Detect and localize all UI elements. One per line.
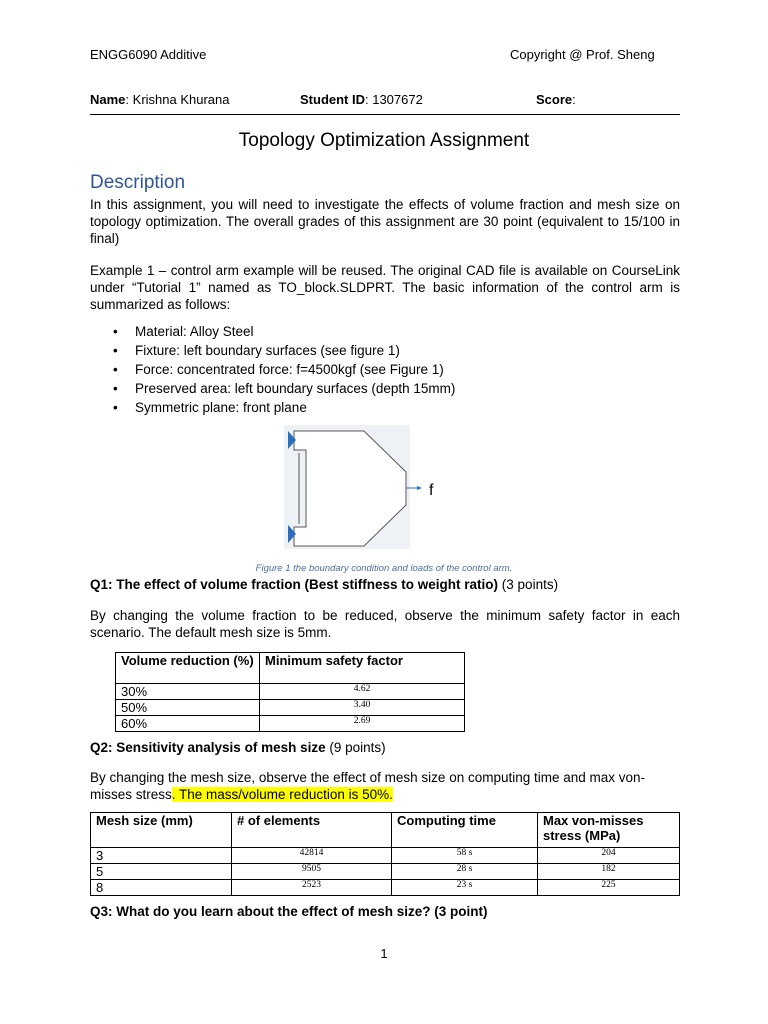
table-row <box>116 700 465 716</box>
table-cell: 28 s <box>392 864 538 880</box>
list-item: • Force: concentrated force: f=4500kgf (see Figure 1) <box>90 360 455 379</box>
control-arm-info-list <box>90 322 455 417</box>
table-cell: 50% <box>116 700 260 716</box>
table-row <box>91 864 680 880</box>
column-header: Max von-misses stress (MPa) <box>538 813 680 848</box>
table-cell: 182 <box>538 864 680 880</box>
table-row <box>116 716 465 732</box>
table-cell: 225 <box>538 880 680 896</box>
description-paragraph-1: In this assignment, you will need to investigate the effects of volume fraction and mesh size on topology optimization. The overall grades of this assignment are 30 point (equivalent to 15/100 in final) <box>90 197 680 246</box>
list-item: • Material: Alloy Steel <box>90 322 455 341</box>
score: Score: <box>536 92 576 107</box>
description-heading: Description <box>90 172 186 193</box>
q2-text: By changing the mesh size, observe the effect of mesh size on computing time and max von-misses stress. The mass/volume reduction is 50%. <box>90 770 646 802</box>
volume-fraction-table <box>115 652 465 732</box>
table-cell: 2523 <box>232 880 392 896</box>
q1-text: By changing the volume fraction to be reduced, observe the minimum safety factor in each scenario. The default mesh size is 5mm. <box>90 608 680 640</box>
q3-heading: Q3: What do you learn about the effect of mesh size? (3 point) <box>90 904 488 919</box>
control-arm-shape <box>294 431 406 546</box>
column-header: Mesh size (mm) <box>91 813 232 848</box>
control-arm-diagram <box>284 425 454 549</box>
column-header: Volume reduction (%) <box>116 653 260 684</box>
table-cell: 58 s <box>392 848 538 864</box>
table-cell: 4.62 <box>260 684 465 700</box>
header-course: ENGG6090 Additive <box>90 47 207 62</box>
student-name: Name: Krishna Khurana <box>90 92 230 107</box>
table-cell: 204 <box>538 848 680 864</box>
column-header: Minimum safety factor <box>260 653 465 684</box>
highlighted-text: . The mass/volume reduction is 50%. <box>171 787 393 802</box>
table-cell: 2.69 <box>260 716 465 732</box>
table-cell: 3 <box>91 848 232 864</box>
list-item: • Symmetric plane: front plane <box>90 398 455 417</box>
table-cell: 30% <box>116 684 260 700</box>
page-title: Topology Optimization Assignment <box>238 130 530 151</box>
table-cell: 9505 <box>232 864 392 880</box>
force-arrow-head <box>417 486 422 490</box>
table-row <box>116 684 465 700</box>
column-header: # of elements <box>232 813 392 848</box>
list-item: • Preserved area: left boundary surfaces (depth 15mm) <box>90 379 455 398</box>
table-cell: 3.40 <box>260 700 465 716</box>
table-header-row <box>91 813 680 848</box>
figure-caption: Figure 1 the boundary condition and loads of the control arm. <box>255 563 513 574</box>
q1-heading: Q1: The effect of volume fraction (Best stiffness to weight ratio) (3 points) <box>90 577 559 592</box>
list-item: • Fixture: left boundary surfaces (see figure 1) <box>90 341 455 360</box>
table-cell: 5 <box>91 864 232 880</box>
student-id: Student ID: 1307672 <box>300 92 423 107</box>
q2-heading: Q2: Sensitivity analysis of mesh size (9 points) <box>90 740 386 755</box>
table-cell: 8 <box>91 880 232 896</box>
force-label: f <box>429 482 434 499</box>
table-cell: 60% <box>116 716 260 732</box>
description-paragraph-2: Example 1 – control arm example will be reused. The original CAD file is available on CourseLink under “Tutorial 1” named as TO_block.SLDPRT. The basic information of the control arm is summarized as follows: <box>90 263 680 312</box>
page-number: 1 <box>380 946 388 961</box>
column-header: Computing time <box>392 813 538 848</box>
mesh-size-table <box>90 812 680 896</box>
table-cell: 42814 <box>232 848 392 864</box>
table-row <box>91 848 680 864</box>
table-cell: 23 s <box>392 880 538 896</box>
table-row <box>91 880 680 896</box>
header-copyright: Copyright @ Prof. Sheng <box>510 47 655 62</box>
student-info-row <box>90 92 680 115</box>
table-header-row <box>116 653 465 684</box>
